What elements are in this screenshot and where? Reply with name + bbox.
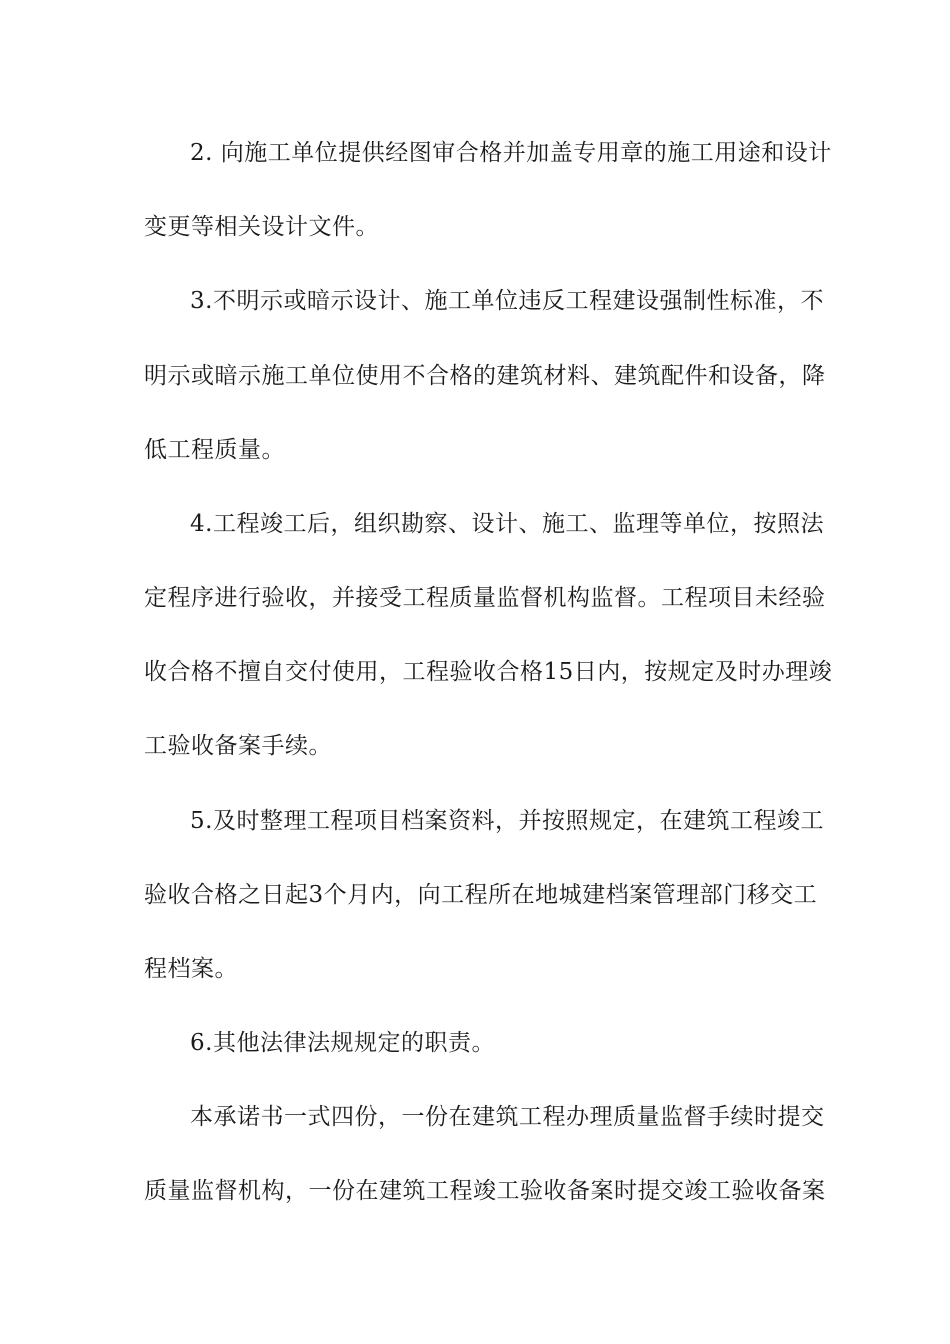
paragraph-3-line-3: 低工程质量。 — [144, 437, 285, 463]
paragraph-6-line-1: 6.其他法律法规规定的职责。 — [190, 1030, 495, 1056]
paragraph-4-line-2: 定程序进行验收，并接受工程质量监督机构监督。工程项目未经验 — [144, 585, 826, 611]
paragraph-7-line-1: 本承诺书一式四份，一份在建筑工程办理质量监督手续时提交 — [190, 1104, 825, 1130]
paragraph-3-line-2: 明示或暗示施工单位使用不合格的建筑材料、建筑配件和设备，降 — [144, 363, 826, 389]
paragraph-4-line-3: 收合格不擅自交付使用，工程验收合格15日内，按规定及时办理竣 — [144, 659, 833, 685]
paragraph-2-line-2: 变更等相关设计文件。 — [144, 214, 379, 240]
paragraph-5-line-3: 程档案。 — [144, 956, 238, 982]
paragraph-3-line-1: 3.不明示或暗示设计、施工单位违反工程建设强制性标准，不 — [190, 288, 824, 314]
paragraph-5-line-1: 5.及时整理工程项目档案资料，并按照规定，在建筑工程竣工 — [190, 808, 824, 834]
paragraph-2-line-1: 2. 向施工单位提供经图审合格并加盖专用章的施工用途和设计 — [190, 140, 832, 166]
paragraph-7-line-2: 质量监督机构，一份在建筑工程竣工验收备案时提交竣工验收备案 — [144, 1178, 826, 1204]
paragraph-4-line-1: 4.工程竣工后，组织勘察、设计、施工、监理等单位，按照法 — [190, 511, 824, 537]
paragraph-4-line-4: 工验收备案手续。 — [144, 733, 332, 759]
paragraph-5-line-2: 验收合格之日起3个月内，向工程所在地城建档案管理部门移交工 — [144, 882, 818, 908]
